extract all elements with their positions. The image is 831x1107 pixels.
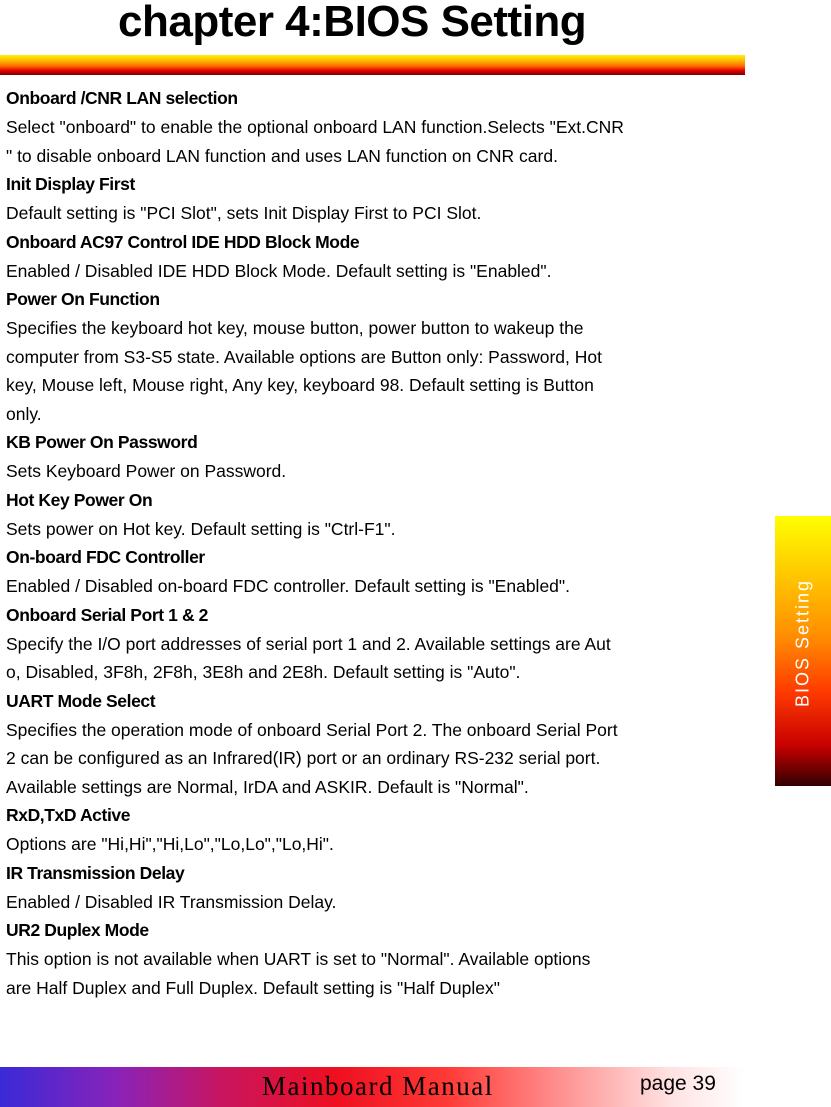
entry-heading: KB Power On Password [6, 432, 198, 452]
entry-heading: Onboard AC97 Control IDE HDD Block Mode [6, 231, 360, 252]
entry-description-line: computer from S3-S5 state. Available options are Button only: Password, Hot [6, 346, 602, 367]
entry-description-line: are Half Duplex and Full Duplex. Default setting is "Half Duplex" [6, 977, 500, 998]
entry-kb-power-on-password [6, 428, 744, 486]
side-chapter-tab [775, 516, 831, 786]
entry-description-line: This option is not available when UART is set to "Normal". Available options [6, 949, 591, 969]
document-body [6, 84, 744, 1002]
entry-onboard-cnr-lan-selection [6, 84, 744, 170]
entry-onboard-ac97-ide-hdd-block-mode [6, 228, 744, 286]
entry-heading: RxD,TxD Active [6, 805, 131, 825]
entry-ur2-duplex-mode [6, 916, 744, 1002]
manual-label: Mainboard Manual [262, 1071, 494, 1101]
entry-on-board-fdc-controller [6, 543, 744, 601]
entry-description-line: Specifies the keyboard hot key, mouse button, power button to wakeup the [6, 318, 584, 338]
entry-hot-key-power-on [6, 486, 744, 544]
entry-description-line: key, Mouse left, Mouse right, Any key, keyboard 98. Default setting is Button [6, 375, 594, 395]
entry-heading: Init Display First [6, 174, 135, 194]
entry-description-line: Specify the I/O port addresses of serial port 1 and 2. Available settings are Aut [6, 633, 611, 654]
entry-description-line: only. [6, 403, 42, 424]
entry-uart-mode-select [6, 687, 744, 802]
entry-description-line: Enabled / Disabled IR Transmission Delay. [6, 891, 337, 912]
entry-onboard-serial-port [6, 601, 744, 687]
entry-description-line: Options are "Hi,Hi","Hi,Lo","Lo,Lo","Lo,Hi". [6, 834, 334, 854]
entry-heading: Hot Key Power On [6, 489, 153, 510]
entry-description-line: Enabled / Disabled IDE HDD Block Mode. Default setting is "Enabled". [6, 260, 552, 281]
entry-heading: IR Transmission Delay [6, 862, 185, 883]
entry-heading: Onboard Serial Port 1 & 2 [6, 604, 208, 625]
entry-description-line: Select "onboard" to enable the optional onboard LAN function.Selects "Ext.CNR [6, 117, 624, 137]
entry-description-line: Sets power on Hot key. Default setting is "Ctrl-F1". [6, 518, 396, 539]
entry-description-line: Available settings are Normal, IrDA and ASKIR. Default is "Normal". [6, 776, 529, 797]
entry-description-line: Enabled / Disabled on-board FDC controller. Default setting is "Enabled". [6, 576, 570, 596]
entry-heading: On-board FDC Controller [6, 547, 205, 567]
entry-heading: Power On Function [6, 289, 160, 309]
title-underline-bar [0, 55, 745, 75]
entry-heading: UR2 Duplex Mode [6, 920, 149, 940]
entry-ir-transmission-delay [6, 859, 744, 917]
side-tab-label: BIOS Setting [792, 578, 813, 707]
entry-heading: Onboard /CNR LAN selection [6, 88, 238, 108]
entry-description-line: o, Disabled, 3F8h, 2F8h, 3E8h and 2E8h. Default setting is "Auto". [6, 662, 521, 682]
entry-description-line: Default setting is "PCI Slot", sets Init Display First to PCI Slot. [6, 203, 482, 223]
entry-heading: UART Mode Select [6, 690, 156, 711]
page-number: page 39 [640, 1072, 716, 1095]
entry-power-on-function [6, 285, 744, 428]
entry-rxd-txd-active [6, 801, 744, 859]
entry-description-line: " to disable onboard LAN function and uses LAN function on CNR card. [6, 145, 558, 166]
chapter-title: chapter 4:BIOS Setting [118, 0, 587, 46]
entry-description-line: 2 can be configured as an Infrared(IR) port or an ordinary RS-232 serial port. [6, 748, 601, 768]
entry-description-line: Sets Keyboard Power on Password. [6, 461, 287, 481]
entry-description-line: Specifies the operation mode of onboard Serial Port 2. The onboard Serial Port [6, 719, 618, 740]
footer-bar [0, 1067, 745, 1107]
entry-init-display-first [6, 170, 744, 228]
